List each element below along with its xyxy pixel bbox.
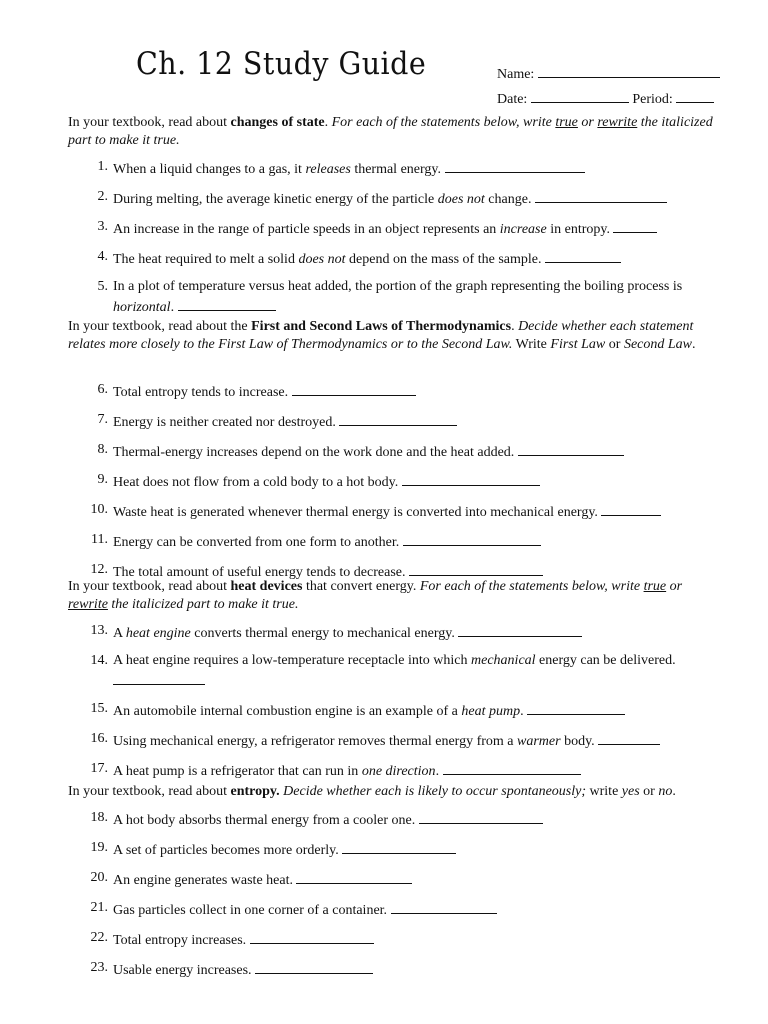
period-label: Period:	[632, 92, 673, 107]
question-item: 7. Energy is neither created nor destroyed.	[86, 411, 726, 432]
question-item: 21. Gas particles collect in one corner of a container.	[86, 899, 726, 920]
instruction-heat-devices: In your textbook, read about heat devices that convert energy. For each of the statements below, write true or rewrite the italicized part to make it true.	[68, 579, 683, 612]
answer-blank[interactable]	[339, 411, 457, 426]
answer-blank[interactable]	[250, 929, 374, 944]
answer-blank[interactable]	[535, 188, 667, 203]
date-period-row	[497, 89, 714, 108]
name-label: Name:	[497, 67, 535, 82]
question-list-4	[86, 809, 726, 980]
question-item: 2. During melting, the average kinetic energy of the particle does not change.	[86, 188, 726, 209]
question-item: 23. Usable energy increases.	[86, 959, 726, 980]
question-item: 1. When a liquid changes to a gas, it releases thermal energy.	[86, 158, 726, 179]
date-label: Date:	[497, 92, 528, 107]
answer-blank[interactable]	[518, 441, 624, 456]
question-item: 16. Using mechanical energy, a refrigerator removes thermal energy from a warmer body.	[86, 730, 726, 751]
answer-blank[interactable]	[178, 296, 276, 311]
question-item: 12. The total amount of useful energy tends to decrease.	[86, 561, 726, 582]
answer-blank[interactable]	[545, 248, 621, 263]
answer-blank[interactable]	[445, 158, 585, 173]
answer-blank[interactable]	[255, 959, 373, 974]
answer-blank[interactable]	[601, 501, 661, 516]
instruction-entropy: In your textbook, read about entropy. Decide whether each is likely to occur spontaneously; write yes or no.	[68, 784, 676, 799]
answer-blank[interactable]	[113, 670, 205, 685]
question-item: 19. A set of particles becomes more orderly.	[86, 839, 726, 860]
question-item: 4. The heat required to melt a solid does not depend on the mass of the sample.	[86, 248, 726, 269]
question-item: 6. Total entropy tends to increase.	[86, 381, 726, 402]
answer-blank[interactable]	[409, 561, 543, 576]
answer-blank[interactable]	[403, 531, 541, 546]
question-item: 14. A heat engine requires a low-temperature receptacle into which mechanical energy can be delivered.	[86, 652, 726, 691]
answer-blank[interactable]	[443, 760, 581, 775]
answer-blank[interactable]	[292, 381, 416, 396]
question-item: 9. Heat does not flow from a cold body to a hot body.	[86, 471, 726, 492]
question-item: 17. A heat pump is a refrigerator that can run in one direction.	[86, 760, 726, 781]
answer-blank[interactable]	[613, 218, 657, 233]
question-item: 20. An engine generates waste heat.	[86, 869, 726, 890]
answer-blank[interactable]	[296, 869, 412, 884]
answer-blank[interactable]	[598, 730, 660, 745]
question-list-1	[86, 158, 726, 317]
question-item: 13. A heat engine converts thermal energy to mechanical energy.	[86, 622, 726, 643]
question-item: 22. Total entropy increases.	[86, 929, 726, 950]
question-item: 18. A hot body absorbs thermal energy from a cooler one.	[86, 809, 726, 830]
answer-blank[interactable]	[419, 809, 543, 824]
answer-blank[interactable]	[402, 471, 540, 486]
answer-blank[interactable]	[458, 622, 582, 637]
question-item: 8. Thermal-energy increases depend on the work done and the heat added.	[86, 441, 726, 462]
question-item: 15. An automobile internal combustion engine is an example of a heat pump.	[86, 700, 726, 721]
question-item: 11. Energy can be converted from one form to another.	[86, 531, 726, 552]
name-field[interactable]	[538, 64, 720, 78]
page-title: Ch. 12 Study Guide	[136, 46, 427, 82]
question-item: 3. An increase in the range of particle speeds in an object represents an increase in entropy.	[86, 218, 726, 239]
answer-blank[interactable]	[342, 839, 456, 854]
instruction-changes-of-state: In your textbook, read about changes of state. For each of the statements below, write true or rewrite the italicized part to make it true.	[68, 115, 713, 148]
answer-blank[interactable]	[527, 700, 625, 715]
answer-blank[interactable]	[391, 899, 497, 914]
question-list-3	[86, 622, 726, 781]
question-list-2	[86, 381, 726, 582]
instruction-laws-of-thermodynamics: In your textbook, read about the First and Second Laws of Thermodynamics. Decide whether each statement relates more closely to the First Law of Thermodynamics or to the Second Law. Write First Law or Second Law.	[68, 319, 696, 352]
date-field[interactable]	[531, 89, 629, 103]
name-row	[497, 64, 720, 83]
question-item: 10. Waste heat is generated whenever thermal energy is converted into mechanical energy.	[86, 501, 726, 522]
period-field[interactable]	[676, 89, 714, 103]
question-item: 5. In a plot of temperature versus heat added, the portion of the graph representing the boiling process is horizontal.	[97, 279, 683, 315]
